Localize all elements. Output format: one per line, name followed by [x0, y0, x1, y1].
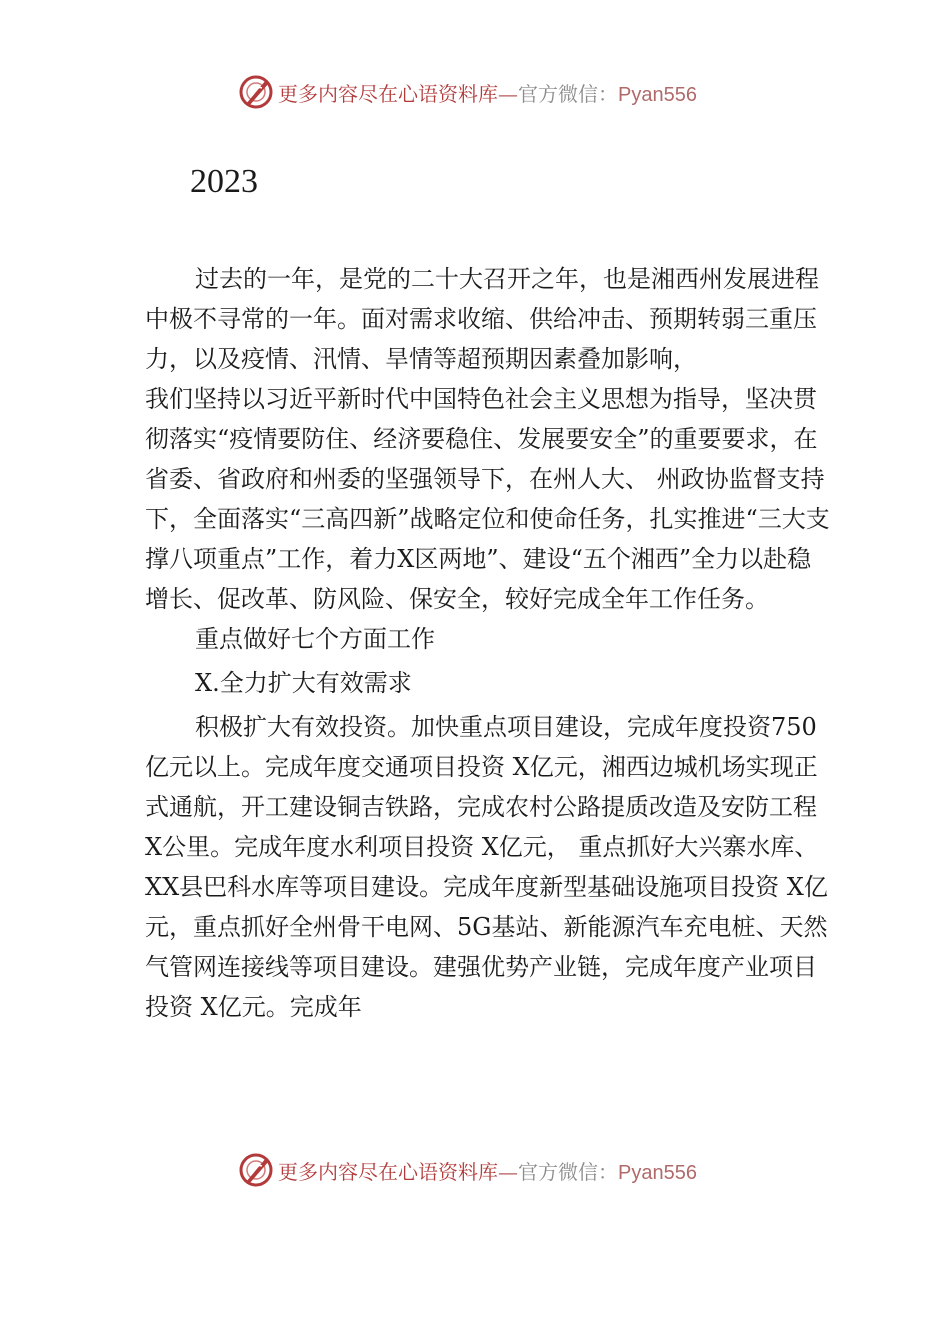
document-body — [145, 259, 835, 1027]
watermark-label: 官方微信： — [518, 81, 618, 106]
watermark-brand: 更多内容尽在心语资料库 — [278, 1159, 498, 1184]
footer-watermark — [238, 1150, 758, 1190]
header-watermark — [238, 72, 758, 112]
paragraph-review-intro: 过去的一年，是党的二十大召开之年，也是湘西州发展进程中极不寻常的一年。面对需求收缩、供给冲击、预期转弱三重压力，以及疫情、汛情、旱情等超预期因素叠加影响， — [145, 265, 819, 373]
paragraph-investment: 积极扩大有效投资。加快重点项目建设，完成年度投资750亿元以上。完成年度交通项目投资 X亿元，湘西边城机场实现正式通航，开工建设铜吉铁路，完成农村公路提质改造及安防工程 X公里。完成年度水利项目投资 X亿元， 重点抓好大兴寨水库、XX县巴科水库等项目建设。完成年度新型基础设施项目投资 X亿元，重点抓好全州骨干电网、5G基站、新能源汽车充电桩、天然气管网连接线等项目建设。建强优势产业链，完成年度产业项目投资 X亿元。完成年 — [145, 713, 828, 1021]
paragraph-review-detail: 我们坚持以习近平新时代中国特色社会主义思想为指导，坚决贯彻落实“疫情要防住、经济要稳住、发展要安全”的重要要求，在省委、省政府和州委的坚强领导下，在州人大、 州政协监督支持下，全面落实“三高四新”战略定位和使命任务，扎实推进“三大支撑八项重点”工作，着力X区两地”、建设“五个湘西”全力以赴稳增长、促改革、防风险、保安全，较好完成全年工作任务。 — [145, 385, 830, 613]
watermark-brand: 更多内容尽在心语资料库 — [278, 81, 498, 106]
paragraph-subsection-heading: X.全力扩大有效需求 — [195, 669, 412, 697]
pen-circle-logo-icon — [238, 74, 274, 110]
pen-circle-logo-icon — [238, 1152, 274, 1188]
watermark-text — [278, 1156, 697, 1185]
watermark-account: Pyan556 — [618, 83, 697, 106]
watermark-separator: — — [498, 81, 518, 106]
paragraph-section-heading: 重点做好七个方面工作 — [195, 625, 435, 653]
watermark-account: Pyan556 — [618, 1161, 697, 1184]
watermark-separator: — — [498, 1159, 518, 1184]
watermark-text — [278, 78, 697, 107]
document-year-heading: 2023 — [190, 163, 258, 200]
watermark-label: 官方微信： — [518, 1159, 618, 1184]
